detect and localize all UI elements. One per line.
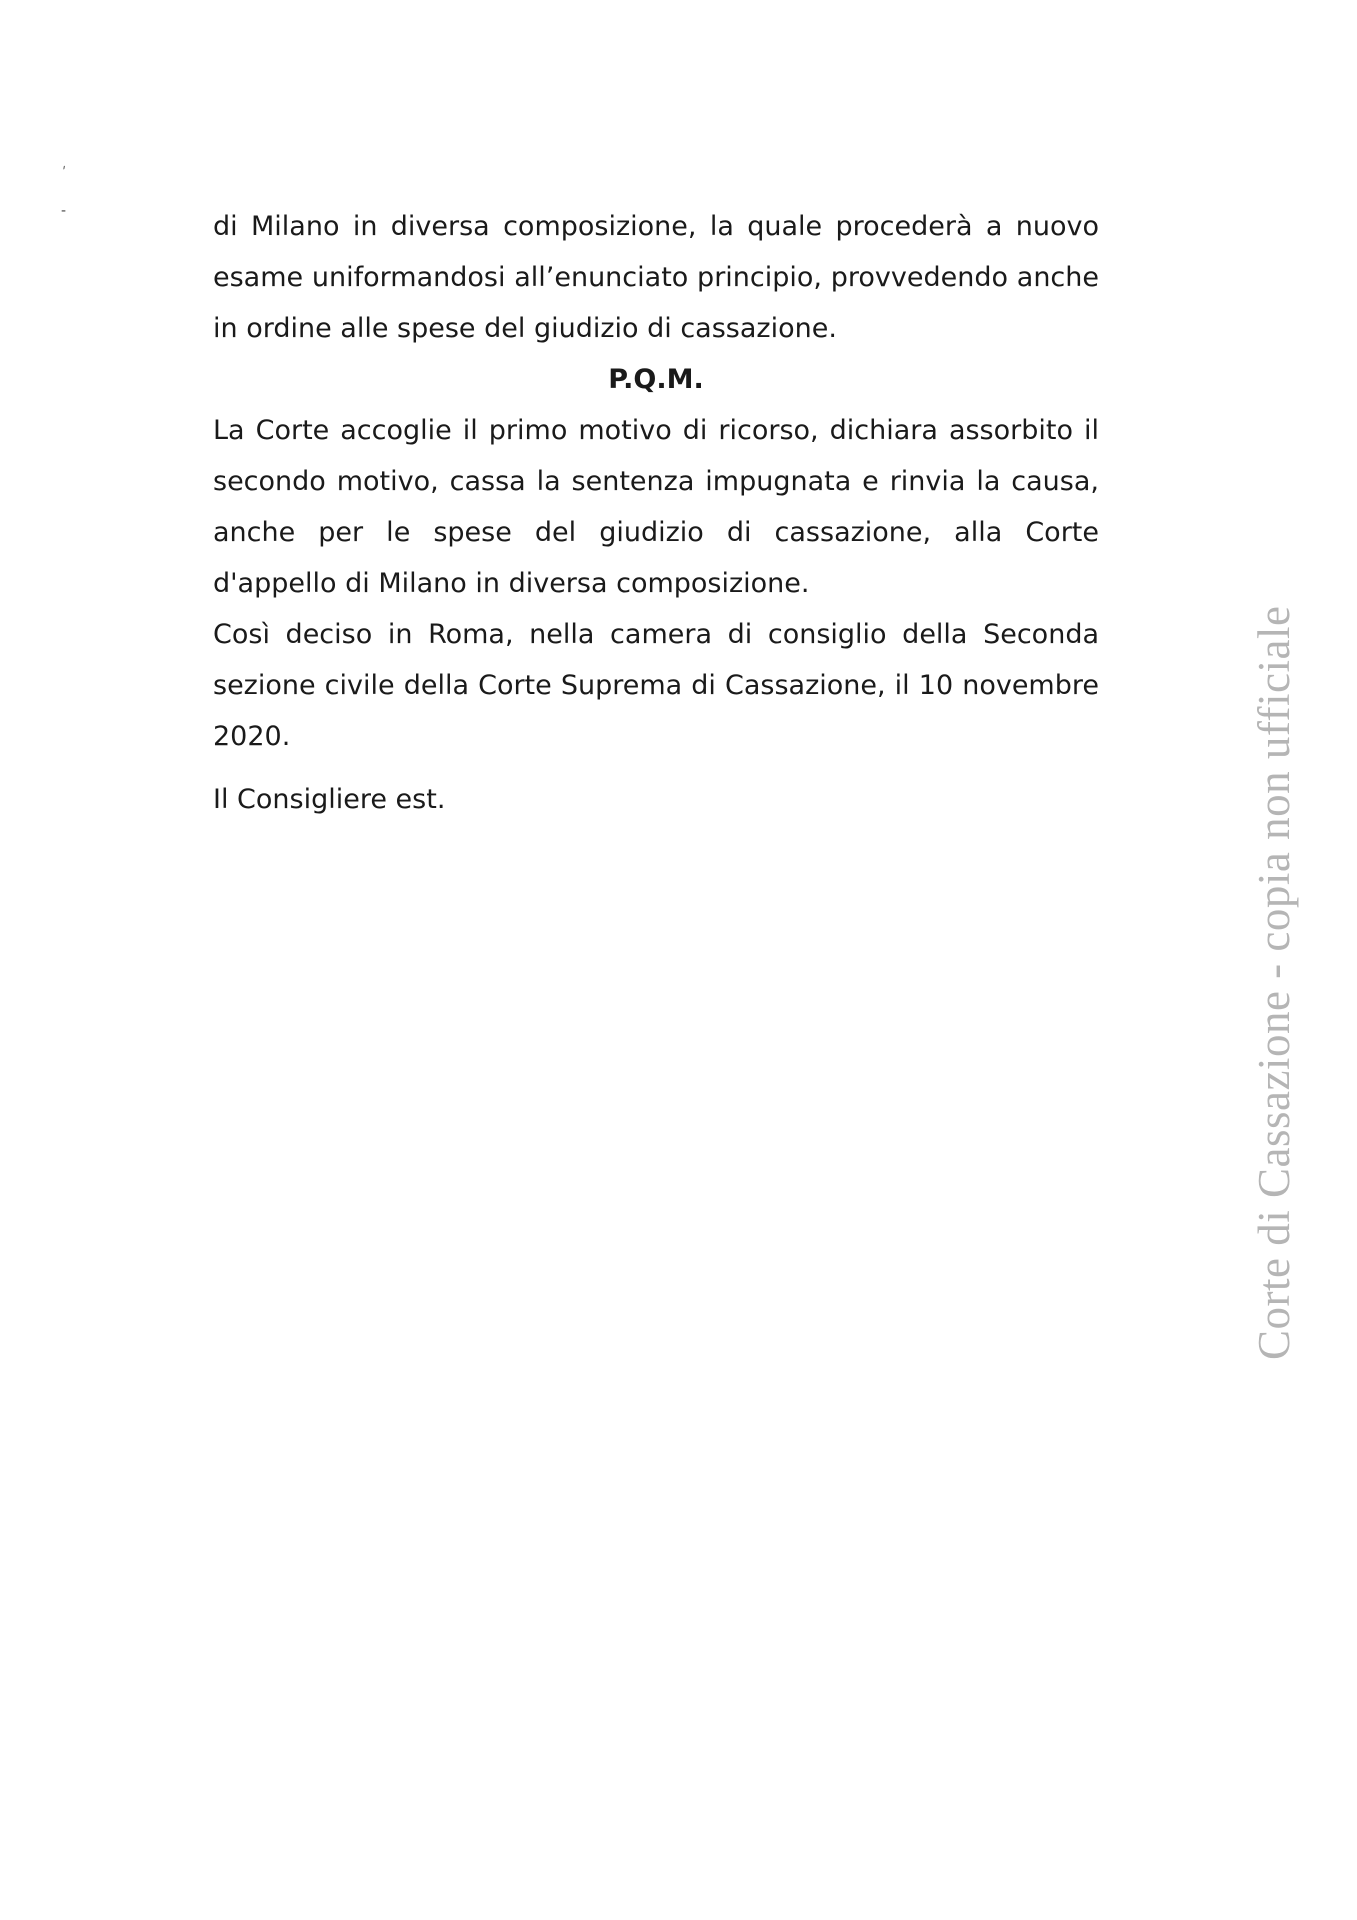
paragraph-ruling: La Corte accoglie il primo motivo di ricorso, dichiara assorbito il secondo motivo, cassa la sentenza impugnata e rinvia la causa, anche per le spese del giudizio di cassazione, alla Corte d'appello di Milano in diversa composizione.: [213, 415, 1099, 599]
scan-speck-mark: ´: [59, 164, 74, 182]
watermark-text: Corte di Cassazione - copia non ufficiale: [1249, 605, 1299, 1360]
paragraph-continuation: di Milano in diversa composizione, la quale procederà a nuovo esame uniformandosi all’enunciato principio, provvedendo anche in ordine alle spese del giudizio di cassazione.: [213, 211, 1099, 344]
truncated-signature-line: [213, 774, 1099, 815]
truncated-signature-text: Il Consigliere est.: [213, 784, 446, 815]
document-body: [213, 201, 1099, 815]
scan-dash-mark: -: [61, 203, 67, 219]
pqm-heading: P.Q.M.: [608, 364, 704, 395]
paragraph-decision-place-date: Così deciso in Roma, nella camera di consiglio della Seconda sezione civile della Corte Suprema di Cassazione, il 10 novembre 2020.: [213, 619, 1099, 752]
